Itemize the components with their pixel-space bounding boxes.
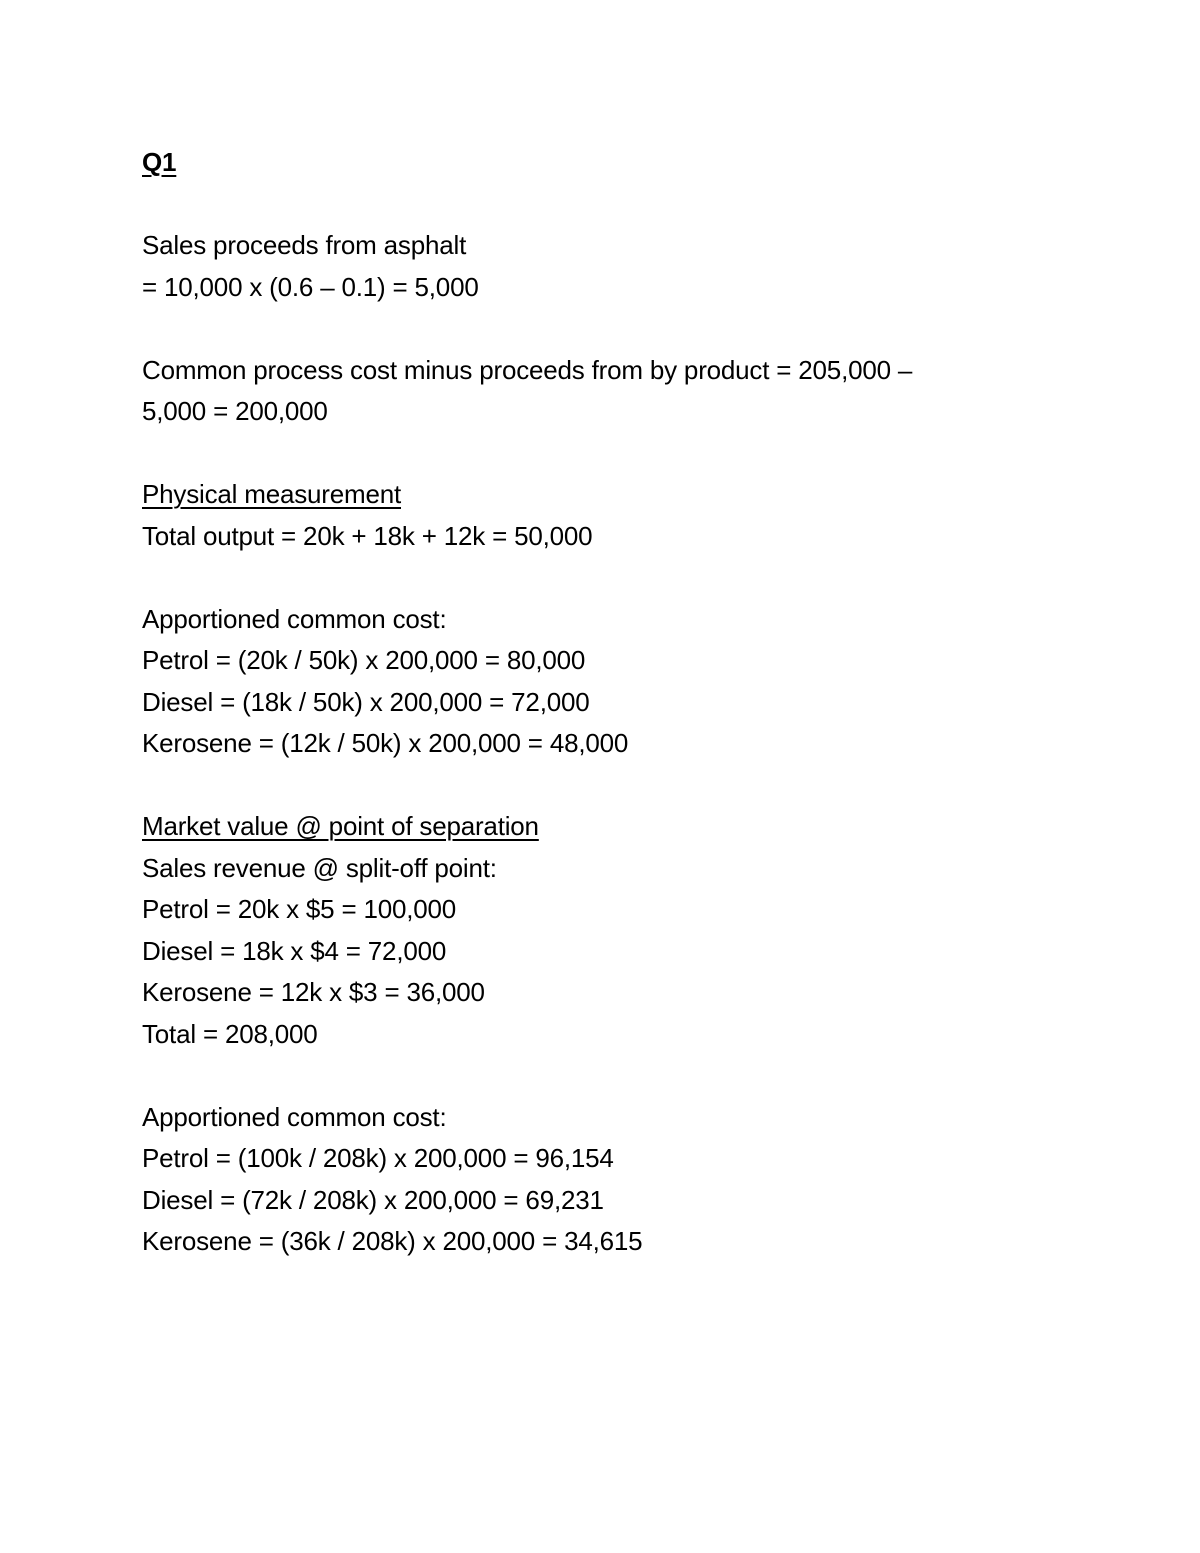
physical-diesel-line: Diesel = (18k / 50k) x 200,000 = 72,000 xyxy=(142,686,590,717)
total-output-line: Total output = 20k + 18k + 12k = 50,000 xyxy=(142,520,593,551)
spacer xyxy=(142,765,1042,807)
common-cost-line-2: 5,000 = 200,000 xyxy=(142,396,328,426)
spacer xyxy=(142,184,1042,226)
common-cost-line-1: Common process cost minus proceeds from by product = 205,000 – xyxy=(142,354,913,385)
spacer xyxy=(142,557,1042,599)
market-petrol-line: Petrol = 20k x $5 = 100,000 xyxy=(142,894,457,924)
spacer xyxy=(142,1055,1042,1097)
asphalt-label: Sales proceeds from asphalt xyxy=(142,230,467,260)
document-body xyxy=(142,142,1042,1263)
market-value-heading: Market value @ point of separation xyxy=(142,811,539,841)
market-kerosene-line: Kerosene = 12k x $3 = 36,000 xyxy=(142,977,485,1007)
physical-apportioned-label: Apportioned common cost: xyxy=(142,603,447,634)
question-title: Q1 xyxy=(142,147,177,177)
physical-petrol-line: Petrol = (20k / 50k) x 200,000 = 80,000 xyxy=(142,645,586,675)
physical-kerosene-line: Kerosene = (12k / 50k) x 200,000 = 48,000 xyxy=(142,728,629,758)
spacer xyxy=(142,308,1042,350)
market-total-line: Total = 208,000 xyxy=(142,1018,318,1049)
market-diesel-line: Diesel = 18k x $4 = 72,000 xyxy=(142,935,447,966)
spacer xyxy=(142,433,1042,475)
market-petrol-apportioned-line: Petrol = (100k / 208k) x 200,000 = 96,154 xyxy=(142,1143,614,1173)
market-diesel-apportioned-line: Diesel = (72k / 208k) x 200,000 = 69,231 xyxy=(142,1184,604,1215)
asphalt-calc: = 10,000 x (0.6 – 0.1) = 5,000 xyxy=(142,271,479,302)
market-kerosene-apportioned-line: Kerosene = (36k / 208k) x 200,000 = 34,615 xyxy=(142,1226,643,1256)
sales-revenue-label: Sales revenue @ split-off point: xyxy=(142,852,497,883)
physical-measurement-heading: Physical measurement xyxy=(142,479,401,509)
market-apportioned-label: Apportioned common cost: xyxy=(142,1101,447,1132)
